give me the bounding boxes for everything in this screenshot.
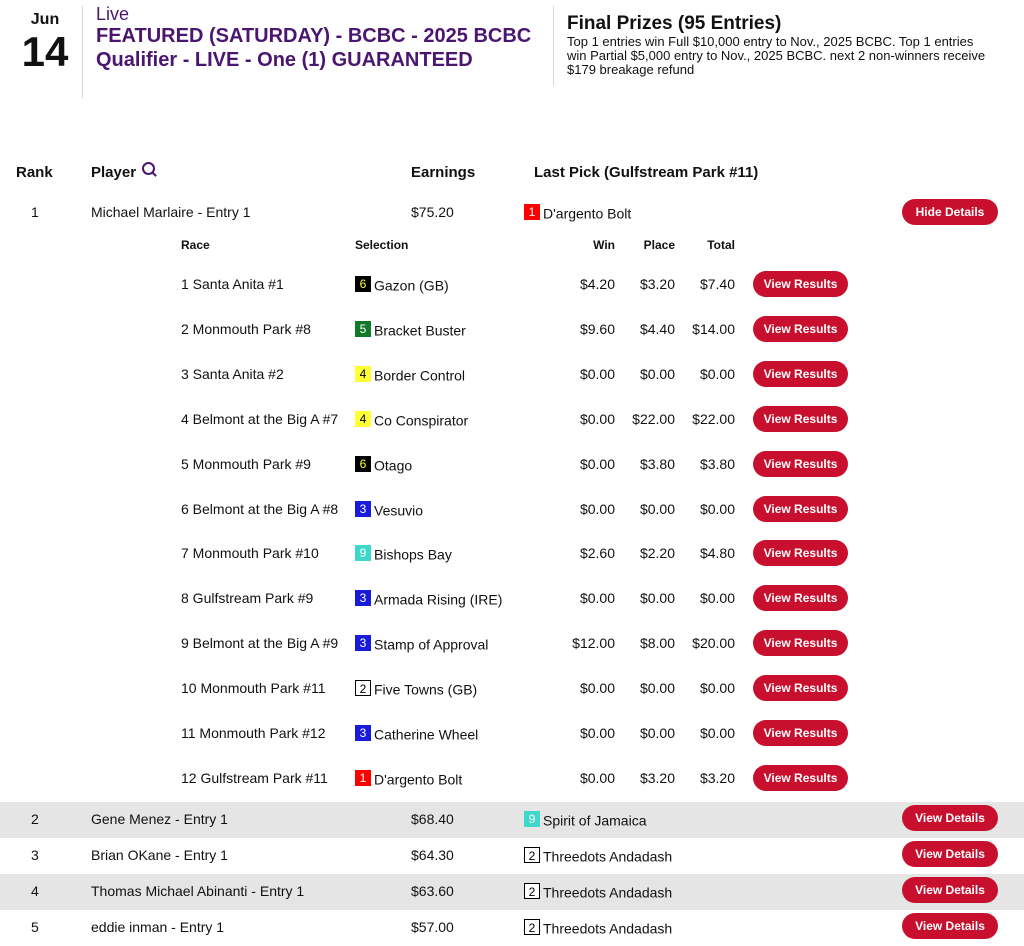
details-place: $0.00 [639, 366, 675, 382]
details-selection [355, 590, 502, 607]
details-place: $2.20 [639, 545, 675, 561]
details-row [0, 630, 1024, 656]
view-results-button[interactable]: View Results [753, 765, 848, 791]
leader-row [0, 838, 1024, 874]
post-number-badge: 1 [524, 204, 540, 220]
details-total: $0.00 [699, 366, 735, 382]
leader-earnings: $68.40 [411, 811, 454, 827]
leader-row [0, 874, 1024, 910]
hide-details-button[interactable]: Hide Details [902, 199, 998, 225]
date-month: Jun [30, 11, 60, 28]
col-header-player [91, 164, 155, 181]
details-win: $0.00 [579, 590, 615, 606]
post-number-badge: 5 [355, 321, 371, 337]
horse-name: Otago [374, 457, 413, 474]
horse-name: Stamp of Approval [374, 636, 489, 653]
details-total: $3.20 [699, 770, 735, 786]
leader-rank: 2 [31, 811, 39, 827]
view-details-button[interactable]: View Details [902, 913, 998, 939]
leader-last-pick [524, 811, 646, 828]
view-results-button[interactable]: View Results [753, 630, 848, 656]
contest-title: FEATURED (SATURDAY) - BCBC - 2025 BCBC Qualifier - LIVE - One (1) GUARANTEED [96, 25, 532, 71]
post-number-badge: 4 [355, 411, 371, 427]
leader-row [0, 195, 1024, 231]
details-row [0, 271, 1024, 297]
details-place: $0.00 [639, 680, 675, 696]
horse-name: Threedots Andadash [543, 920, 673, 937]
col-header-earnings: Earnings [411, 164, 476, 181]
details-total: $14.00 [692, 321, 735, 337]
leader-row [0, 910, 1024, 946]
horse-name: Bracket Buster [374, 322, 466, 339]
details-total: $0.00 [699, 725, 735, 741]
details-win: $0.00 [579, 411, 615, 427]
details-total: $4.80 [699, 545, 735, 561]
details-header-selection: Selection [355, 238, 409, 252]
details-race: 1 Santa Anita #1 [181, 276, 284, 292]
details-win: $0.00 [579, 770, 615, 786]
prizes-info [567, 13, 987, 77]
leader-rank: 4 [31, 883, 39, 899]
view-details-button[interactable]: View Details [902, 805, 998, 831]
contest-header [0, 0, 1024, 110]
horse-name: Vesuvio [374, 502, 424, 519]
horse-name: D'argento Bolt [543, 205, 632, 222]
post-number-badge: 9 [524, 811, 540, 827]
details-place: $3.20 [639, 770, 675, 786]
details-race: 2 Monmouth Park #8 [181, 321, 311, 337]
post-number-badge: 2 [524, 883, 540, 899]
details-place: $3.80 [639, 456, 675, 472]
view-results-button[interactable]: View Results [753, 675, 848, 701]
details-race: 4 Belmont at the Big A #7 [181, 411, 339, 427]
leader-last-pick [524, 883, 672, 900]
details-selection [355, 545, 452, 562]
view-details-button[interactable]: View Details [902, 841, 998, 867]
details-win: $2.60 [579, 545, 615, 561]
col-header-last-pick: Last Pick (Gulfstream Park #11) [534, 164, 759, 181]
details-race: 11 Monmouth Park #12 [181, 725, 326, 741]
leader-row [0, 802, 1024, 838]
details-race: 8 Gulfstream Park #9 [181, 590, 314, 606]
leader-last-pick [524, 847, 672, 864]
details-selection [355, 321, 466, 338]
horse-name: Gazon (GB) [374, 277, 449, 294]
details-row [0, 765, 1024, 791]
view-details-button[interactable]: View Details [902, 877, 998, 903]
details-win: $0.00 [579, 725, 615, 741]
details-header-win: Win [593, 238, 615, 252]
view-results-button[interactable]: View Results [753, 361, 848, 387]
horse-name: D'argento Bolt [374, 771, 463, 788]
details-selection [355, 501, 423, 518]
details-race: 7 Monmouth Park #10 [181, 545, 319, 561]
search-icon[interactable] [142, 162, 155, 175]
date-day: 14 [21, 28, 69, 75]
details-win: $0.00 [579, 680, 615, 696]
prizes-title: Final Prizes (95 Entries) [567, 13, 782, 34]
leader-earnings: $64.30 [411, 847, 454, 863]
horse-name: Armada Rising (IRE) [374, 591, 503, 608]
details-win: $12.00 [572, 635, 615, 651]
details-total: $0.00 [699, 590, 735, 606]
leader-rank: 3 [31, 847, 39, 863]
details-row [0, 675, 1024, 701]
leader-earnings: $75.20 [411, 204, 454, 220]
details-win: $4.20 [579, 276, 615, 292]
post-number-badge: 6 [355, 276, 371, 292]
details-total: $20.00 [692, 635, 735, 651]
horse-name: Spirit of Jamaica [543, 812, 647, 829]
view-results-button[interactable]: View Results [753, 496, 848, 522]
horse-name: Co Conspirator [374, 412, 469, 429]
details-row [0, 406, 1024, 432]
details-header-place: Place [643, 238, 675, 252]
post-number-badge: 3 [355, 501, 371, 517]
details-selection [355, 725, 478, 742]
horse-name: Border Control [374, 367, 466, 384]
details-selection [355, 770, 462, 787]
prizes-description: Top 1 entries win Full $10,000 entry to Nov., 2025 BCBC. Top 1 entries win Partial $5,000 entry to Nov., 2025 BCBC. next 2 non-winners receive $179 breakage refund [567, 34, 986, 77]
details-race: 5 Monmouth Park #9 [181, 456, 311, 472]
details-header-total: Total [707, 238, 735, 252]
header-divider [553, 6, 554, 86]
post-number-badge: 1 [355, 770, 371, 786]
details-race: 12 Gulfstream Park #11 [181, 770, 328, 786]
details-place: $3.20 [639, 276, 675, 292]
details-total: $0.00 [699, 680, 735, 696]
leader-earnings: $63.60 [411, 883, 454, 899]
details-selection [355, 456, 412, 473]
horse-name: Catherine Wheel [374, 726, 479, 743]
details-place: $8.00 [639, 635, 675, 651]
details-place: $22.00 [632, 411, 675, 427]
contest-info [96, 4, 536, 72]
post-number-badge: 2 [524, 847, 540, 863]
details-place: $4.40 [639, 321, 675, 337]
details-race: 10 Monmouth Park #11 [181, 680, 326, 696]
details-total: $7.40 [699, 276, 735, 292]
leader-player: Michael Marlaire - Entry 1 [91, 204, 251, 220]
view-results-button[interactable]: View Results [753, 406, 848, 432]
details-race: 3 Santa Anita #2 [181, 366, 284, 382]
post-number-badge: 6 [355, 456, 371, 472]
col-header-player-label: Player [91, 164, 137, 181]
horse-name: Five Towns (GB) [374, 681, 478, 698]
post-number-badge: 3 [355, 635, 371, 651]
col-header-rank: Rank [16, 164, 53, 181]
details-place: $0.00 [639, 725, 675, 741]
view-results-button[interactable]: View Results [753, 540, 848, 566]
details-win: $0.00 [579, 456, 615, 472]
details-selection [355, 276, 449, 293]
leader-player: Gene Menez - Entry 1 [91, 811, 228, 827]
details-header-race: Race [181, 238, 210, 252]
post-number-badge: 4 [355, 366, 371, 382]
details-win: $0.00 [579, 501, 615, 517]
leader-rank: 1 [31, 204, 39, 220]
leader-player: eddie inman - Entry 1 [91, 919, 225, 935]
contest-date [14, 10, 76, 74]
view-results-button[interactable]: View Results [753, 271, 848, 297]
details-row [0, 451, 1024, 477]
details-race: 9 Belmont at the Big A #9 [181, 635, 339, 651]
post-number-badge: 2 [524, 919, 540, 935]
post-number-badge: 2 [355, 680, 371, 696]
details-total: $0.00 [699, 501, 735, 517]
leader-player: Brian OKane - Entry 1 [91, 847, 228, 863]
view-results-button[interactable]: View Results [753, 316, 848, 342]
view-results-button[interactable]: View Results [753, 585, 848, 611]
leader-rank: 5 [31, 919, 39, 935]
details-row [0, 585, 1024, 611]
post-number-badge: 9 [355, 545, 371, 561]
contest-status: Live [96, 4, 130, 24]
details-selection [355, 411, 468, 428]
leader-player: Thomas Michael Abinanti - Entry 1 [91, 883, 305, 899]
leader-earnings: $57.00 [411, 919, 454, 935]
details-place: $0.00 [639, 501, 675, 517]
details-selection [355, 680, 477, 697]
post-number-badge: 3 [355, 590, 371, 606]
header-divider [82, 6, 83, 98]
details-total: $3.80 [699, 456, 735, 472]
view-results-button[interactable]: View Results [753, 720, 848, 746]
view-results-button[interactable]: View Results [753, 451, 848, 477]
horse-name: Bishops Bay [374, 546, 452, 563]
details-win: $0.00 [579, 366, 615, 382]
details-total: $22.00 [692, 411, 735, 427]
leader-last-pick [524, 919, 672, 936]
details-row [0, 316, 1024, 342]
horse-name: Threedots Andadash [543, 884, 673, 901]
details-race: 6 Belmont at the Big A #8 [181, 501, 339, 517]
horse-name: Threedots Andadash [543, 848, 673, 865]
details-row [0, 496, 1024, 522]
details-row [0, 361, 1024, 387]
details-selection [355, 366, 465, 383]
details-place: $0.00 [639, 590, 675, 606]
details-row [0, 720, 1024, 746]
details-win: $9.60 [579, 321, 615, 337]
leader-last-pick [524, 204, 631, 221]
post-number-badge: 3 [355, 725, 371, 741]
details-selection [355, 635, 488, 652]
details-row [0, 540, 1024, 566]
